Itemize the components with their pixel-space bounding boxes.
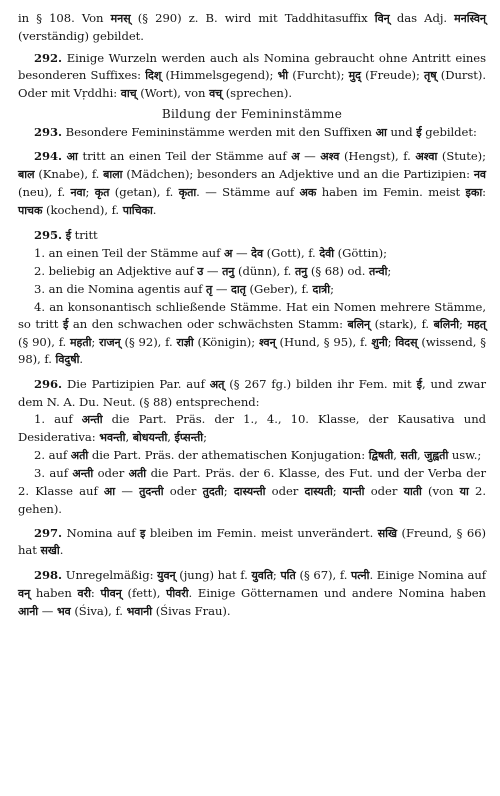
text-run: ;	[91, 334, 100, 349]
text-run: .	[79, 352, 84, 367]
sanskrit-word: देवी	[319, 246, 335, 260]
text-run: (§ 68) od.	[307, 263, 370, 278]
text-run: ,	[393, 447, 401, 462]
text-run: oder	[93, 465, 129, 480]
sanskrit-word: दिश्	[145, 68, 162, 82]
sanskrit-word: देव	[251, 246, 264, 260]
sanskrit-word: श्वन्	[258, 335, 276, 349]
sanskrit-word: आ	[375, 125, 387, 139]
sanskrit-word: दात्री	[312, 282, 331, 296]
sanskrit-word: राजन्	[99, 335, 121, 349]
text-run: ,	[125, 430, 133, 445]
text-run: —	[299, 149, 321, 164]
sanskrit-word: अ	[291, 150, 300, 164]
sanskrit-word: भव	[56, 605, 71, 619]
sanskrit-word: वरी	[77, 587, 91, 601]
sanskrit-word: मुद्	[348, 68, 361, 82]
text-run: (Knabe), f.	[34, 167, 104, 182]
section-number: 292.	[34, 50, 63, 65]
text-run: Unregelmäßig:	[62, 568, 158, 583]
text-run: —	[115, 483, 140, 498]
text-run: ;	[387, 263, 392, 278]
text-run: tritt	[71, 228, 98, 243]
text-run: (Freund, § 66) hat	[18, 525, 487, 558]
sanskrit-word: नव	[473, 168, 486, 182]
sanskrit-word: तन्वी	[369, 264, 388, 278]
sanskrit-word: महती	[70, 335, 92, 349]
section-number: 296.	[34, 377, 63, 392]
text-run: Einige Wurzeln werden auch als Nomina gebraucht ohne Antritt eines besonderen Suffixes:	[18, 50, 486, 82]
text-run: :	[482, 185, 487, 200]
paragraph-295-head	[18, 227, 486, 245]
text-run: (dünn), f.	[234, 263, 295, 278]
sanskrit-word: बलिन्	[347, 317, 371, 331]
text-run: das Adj.	[389, 11, 455, 25]
sanskrit-word: तृ	[205, 282, 213, 296]
text-run: die Part. Präs. der 1., 4., 10. Klasse, der Kausativa und Desiderativa:	[18, 412, 486, 445]
text-run: (Wort), von	[136, 85, 210, 100]
paragraph-296	[18, 376, 486, 411]
sanskrit-word: तृष्	[424, 68, 437, 82]
sanskrit-word: ई	[416, 125, 422, 139]
list-item-296-3	[18, 465, 486, 518]
sanskrit-word: मनस्	[110, 12, 131, 25]
text-run: (getan), f.	[109, 185, 179, 200]
sanskrit-word: दास्यती	[304, 484, 333, 498]
sanskrit-word: ई	[416, 378, 422, 392]
sanskrit-word: तनु	[294, 264, 308, 278]
text-run: (Göttin);	[334, 245, 387, 260]
text-run: (Himmelsgegend);	[161, 67, 278, 82]
text-run: —	[38, 604, 57, 619]
text-run: tritt an einen Teil der Stämme auf	[77, 149, 292, 164]
sanskrit-word: तुदती	[202, 484, 224, 498]
section-number: 298.	[34, 568, 63, 583]
text-run: Besondere Femininstämme werden mit den Suffixen	[62, 124, 376, 139]
sanskrit-word: विन्	[374, 12, 390, 25]
sanskrit-word: आ	[103, 484, 116, 498]
sanskrit-word: युवन्	[157, 569, 176, 583]
text-run: (Hund, § 95), f.	[275, 334, 372, 349]
sanskrit-word: इका	[465, 186, 483, 200]
sanskrit-word: कृता	[178, 186, 197, 200]
text-run: . — Stämme auf	[196, 185, 300, 200]
text-run: 2. auf	[34, 447, 71, 462]
sanskrit-word: वन्	[18, 587, 31, 601]
sanskrit-word: ईप्सन्ती	[174, 431, 204, 445]
sanskrit-word: बाल	[18, 168, 35, 182]
text-run: in § 108. Von	[18, 11, 111, 25]
text-run: (Mädchen); besonders an Adjektive und an die Partizipien:	[122, 167, 474, 182]
text-run: (neu), f.	[18, 185, 71, 200]
text-run: (Stute);	[437, 149, 487, 164]
text-run: :	[90, 586, 101, 601]
sanskrit-word: बोधयन्ती	[132, 431, 168, 445]
section-number: 295.	[34, 228, 63, 243]
sanskrit-word: आनी	[18, 605, 39, 619]
sanskrit-word: विदस्	[395, 335, 418, 349]
list-item-295-1	[18, 245, 486, 263]
text-run: 4. an konsonantisch schließende Stämme. Hat ein Nomen mehrere Stämme, so tritt	[18, 299, 486, 331]
sanskrit-word: तनु	[222, 264, 235, 278]
text-run: 2. beliebig an Adjektive auf	[34, 263, 198, 278]
text-run: (stark), f.	[370, 316, 434, 331]
sanskrit-word: भवन्ती	[99, 431, 126, 445]
text-run: .	[59, 543, 64, 558]
text-run: ;	[223, 483, 234, 498]
sanskrit-word: उ	[197, 264, 204, 278]
sanskrit-word: राज्ञी	[176, 335, 194, 349]
text-run: (Gott), f.	[263, 245, 320, 260]
sanskrit-word: पीवरी	[166, 587, 189, 601]
sanskrit-word: शुनी	[371, 335, 388, 349]
sanskrit-word: पाचिका	[122, 204, 153, 218]
text-run: ;	[459, 316, 468, 331]
sanskrit-word: अती	[70, 448, 89, 462]
text-run: und	[386, 124, 417, 139]
text-run: oder	[265, 483, 305, 498]
text-run: ;	[85, 185, 95, 200]
text-run: die Part. Präs. der athematischen Konjugation:	[88, 447, 369, 462]
text-run: (Śivas Frau).	[152, 604, 231, 619]
sanskrit-word: सखी	[40, 544, 60, 558]
sanskrit-word: दातृ	[231, 282, 246, 296]
paragraph-293	[18, 124, 486, 142]
text-run: . Einige Götternamen und andere Nomina haben	[188, 586, 486, 601]
sanskrit-word: पाचक	[18, 204, 43, 218]
text-run: (Furcht);	[288, 67, 349, 82]
sanskrit-word: कृत	[94, 186, 110, 200]
sanskrit-word: अश्वा	[415, 150, 438, 164]
text-run: (Durst). Oder mit Vṛddhi:	[18, 67, 487, 100]
text-run: —	[203, 263, 223, 278]
sanskrit-word: बलिनी	[433, 317, 460, 331]
list-item-295-4	[18, 299, 486, 370]
sanskrit-word: विदुषी	[55, 353, 80, 367]
text-run: —	[212, 281, 232, 296]
sanskrit-word: द्विषती	[368, 448, 394, 462]
sanskrit-word: तुदन्ती	[139, 484, 164, 498]
text-run: oder	[364, 483, 404, 498]
text-run: oder	[163, 483, 203, 498]
sanskrit-word: यान्ती	[342, 484, 365, 498]
text-run: . Einige Nomina auf	[369, 568, 486, 583]
text-run: (§ 267 fg.) bilden ihr Fem. mit	[224, 377, 417, 392]
sanskrit-word: अ	[223, 246, 233, 260]
sanskrit-word: अत्	[209, 378, 225, 392]
sanskrit-word: ई	[62, 317, 69, 331]
text-run: die Part. Präs. der 6. Klasse, des Fut. und der Verba der 2. Klasse auf	[18, 465, 486, 498]
sanskrit-word: पति	[280, 569, 296, 583]
text-run: haben	[30, 586, 78, 601]
text-run: (sprechen).	[222, 85, 292, 100]
sanskrit-word: महत्	[467, 317, 486, 331]
text-run: ,	[416, 447, 425, 462]
text-run: Die Partizipien Par. auf	[62, 377, 210, 392]
text-run: an den schwachen oder schwächsten Stamm:	[68, 316, 348, 331]
text-run: 3. an die Nomina agentis auf	[34, 281, 206, 296]
section-heading: Bildung der Femininstämme	[161, 106, 343, 121]
section-number: 293.	[34, 124, 63, 139]
list-item-296-1	[18, 411, 486, 447]
section-number: 294.	[34, 149, 63, 164]
sanskrit-word: पत्नी	[351, 569, 370, 583]
section-number: 297.	[34, 525, 63, 540]
paragraph-291-tail	[18, 10, 486, 45]
text-run: gebildet:	[421, 124, 477, 139]
sanskrit-word: मनस्विन्	[454, 12, 486, 25]
sanskrit-word: ई	[65, 229, 72, 243]
sanskrit-word: वच्	[209, 86, 223, 100]
text-run: 1. auf	[34, 412, 82, 427]
text-run: —	[232, 245, 252, 260]
text-run: bleiben im Femin. meist unverändert.	[145, 525, 378, 540]
paragraph-294	[18, 148, 486, 220]
text-run: (jung) hat f.	[175, 568, 252, 583]
text-run: (Hengst), f.	[339, 149, 416, 164]
paragraph-297	[18, 525, 486, 561]
text-run: (Geber), f.	[245, 281, 313, 296]
list-item-295-2	[18, 263, 486, 281]
sanskrit-word: बाला	[103, 168, 123, 182]
text-run: ;	[332, 483, 343, 498]
text-run: ,	[167, 430, 175, 445]
text-run: (kochend), f.	[42, 203, 123, 218]
sanskrit-word: सखि	[377, 526, 397, 540]
text-run: Nomina auf	[62, 525, 141, 540]
sanskrit-word: पीवन्	[100, 587, 122, 601]
sanskrit-word: नवा	[70, 186, 86, 200]
list-item-296-2	[18, 447, 486, 465]
text-run: (§ 92), f.	[120, 334, 177, 349]
sanskrit-word: जुह्वती	[424, 448, 449, 462]
text-run: (Śiva), f.	[70, 604, 127, 619]
text-run: (Königin);	[193, 334, 259, 349]
text-run: .	[152, 203, 157, 218]
text-run: usw.;	[448, 447, 482, 462]
text-run: (wissend, § 98), f.	[18, 334, 486, 367]
sanskrit-word: आ	[66, 150, 78, 164]
text-run: 2. gehen).	[18, 483, 486, 516]
sanskrit-word: अती	[128, 466, 147, 480]
sanskrit-word: भवानी	[126, 605, 153, 619]
list-item-295-3	[18, 281, 486, 299]
paragraph-298	[18, 567, 486, 621]
text-run: (§ 290) z. B. wird mit Taddhitasuffix	[130, 11, 375, 25]
text-run: ;	[387, 334, 396, 349]
text-run: (fett),	[121, 586, 167, 601]
text-run: (von	[421, 483, 460, 498]
text-run: (Freude);	[360, 67, 425, 82]
sanskrit-word: वाच्	[120, 86, 137, 100]
sanskrit-word: सती	[400, 448, 417, 462]
text-run: (verständig) gebildet.	[18, 28, 144, 43]
text-run: ;	[330, 281, 334, 296]
sanskrit-word: भी	[277, 68, 289, 82]
text-run: (§ 67), f.	[295, 568, 352, 583]
sanskrit-word: अन्ती	[81, 413, 103, 427]
text-run: ;	[203, 430, 207, 445]
paragraph-292	[18, 50, 486, 103]
sanskrit-word: या	[459, 484, 469, 498]
sanskrit-word: याती	[403, 484, 422, 498]
sanskrit-word: इ	[140, 526, 146, 540]
sanskrit-word: अक	[299, 186, 317, 200]
sanskrit-word: दास्यन्ती	[233, 484, 266, 498]
text-run: ;	[272, 568, 281, 583]
sanskrit-word: युवति	[251, 569, 273, 583]
sanskrit-word: अन्ती	[72, 466, 94, 480]
text-run: 3. auf	[34, 465, 73, 480]
text-run: (§ 90), f.	[18, 334, 71, 349]
text-run: haben im Femin. meist	[316, 185, 466, 200]
sanskrit-word: अश्व	[320, 150, 340, 164]
text-run: , und zwar dem N. A. Du. Neut. (§ 88) entsprechend:	[18, 377, 486, 410]
text-run: 1. an einen Teil der Stämme auf	[34, 245, 224, 260]
